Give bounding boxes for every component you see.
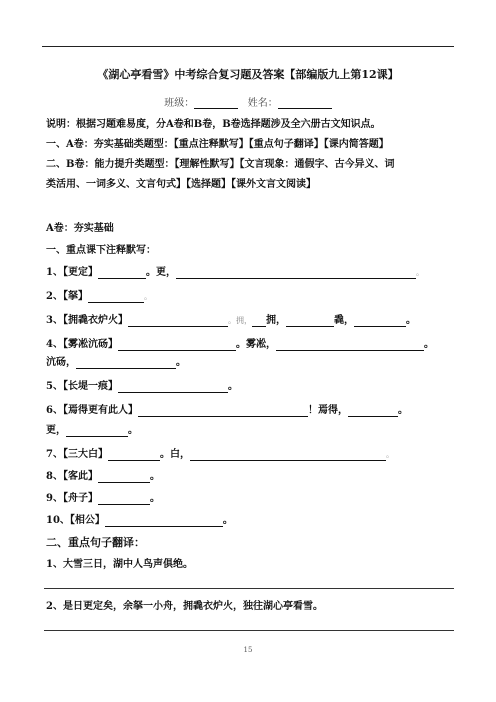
intro-line-2: 一、A卷：夯实基础类题型：【重点注释默写】【重点句子翻译】【课内简答题】 xyxy=(46,139,389,150)
q4-cont: 沆砀， xyxy=(46,357,76,368)
answer-line-2[interactable] xyxy=(44,630,454,631)
q9-end: 。 xyxy=(149,493,160,504)
q5-label: 5、【长堤一痕】 xyxy=(46,381,118,392)
q8-blank[interactable] xyxy=(98,471,150,483)
section-a-heading: A卷：夯实基础 xyxy=(46,223,114,234)
q8-label: 8、【客此】 xyxy=(46,471,98,482)
intro-line-4: 类活用、一词多义、文言句式】【选择题】【课外文言文阅读】 xyxy=(46,179,316,190)
page-number: 15 xyxy=(243,646,253,654)
page-title: 《湖心亭看雪》中考综合复习题及答案【部编版九上第12课】 xyxy=(97,68,399,81)
question-6 xyxy=(46,404,408,417)
question-4 xyxy=(46,338,434,351)
q3-label: 3、【拥毳衣炉火】 xyxy=(46,315,128,326)
q7-blank-2[interactable] xyxy=(190,449,386,461)
q10-label: 10、【相公】 xyxy=(46,515,105,526)
q3-blank-1[interactable] xyxy=(128,315,228,327)
q10-end: 。 xyxy=(222,515,233,526)
answer-line-1[interactable] xyxy=(44,588,454,589)
q2-label: 2、【拏】 xyxy=(46,291,88,302)
question-9 xyxy=(46,492,160,505)
q2-end: 。 xyxy=(143,292,152,301)
q4-label: 4、【雾凇沆砀】 xyxy=(46,339,118,350)
q3-end: 。 xyxy=(405,315,416,326)
q4-blank-1[interactable] xyxy=(118,339,236,351)
q6-blank-2[interactable] xyxy=(348,405,398,417)
q4-end: 。 xyxy=(423,339,434,350)
q1-label: 1、【更定】 xyxy=(46,267,98,278)
question-3: 3、【拥毳衣炉火】 。拥， 拥， 毳， 。 xyxy=(46,315,416,326)
q4-blank-2[interactable] xyxy=(276,339,424,351)
q4-mid: 。雾凇， xyxy=(235,339,276,350)
q5-blank[interactable] xyxy=(118,381,228,393)
q2-blank[interactable] xyxy=(88,291,144,303)
q6-blank-3[interactable] xyxy=(66,425,128,437)
class-name-row xyxy=(0,94,496,109)
q5-end: 。 xyxy=(227,381,238,392)
q6-cont: 更， xyxy=(46,425,66,436)
q7-label: 7、【三大白】 xyxy=(46,449,108,460)
q1-blank-1[interactable] xyxy=(98,267,146,279)
q8-end: 。 xyxy=(149,471,160,482)
part2-heading: 二、重点句子翻译： xyxy=(46,536,145,549)
question-2 xyxy=(46,290,152,303)
q1-mid: 。更， xyxy=(145,267,176,278)
question-8 xyxy=(46,470,160,483)
question-6-cont xyxy=(46,424,138,437)
q1-blank-2[interactable] xyxy=(176,267,416,279)
q3-mid2: 毳， xyxy=(333,315,354,326)
q10-blank[interactable] xyxy=(105,515,223,527)
q9-label: 9、【舟子】 xyxy=(46,493,98,504)
question-4-cont xyxy=(46,356,186,369)
question-10 xyxy=(46,514,233,527)
class-label: 班级： xyxy=(164,98,195,109)
q7-blank-1[interactable] xyxy=(108,449,160,461)
header-rule xyxy=(42,46,454,47)
q1-end: 。 xyxy=(415,268,424,277)
q6-cont-end: 。 xyxy=(128,425,138,436)
q3-blank-2[interactable] xyxy=(252,315,266,327)
q3-blank-4[interactable] xyxy=(354,315,406,327)
question-5 xyxy=(46,380,238,393)
intro-line-3: 二、B卷：能力提升类题型：【理解性默写】【文言现象：通假字、古今异义、词 xyxy=(46,159,395,170)
q7-mid: 。白， xyxy=(159,449,190,460)
q9-blank[interactable] xyxy=(98,493,150,505)
q6-blank-1[interactable] xyxy=(138,405,308,417)
q3-blank-3[interactable] xyxy=(286,315,334,327)
q4-cont-end: 。 xyxy=(176,357,186,368)
sentence-1: 1、大雪三日，湖中人鸟声俱绝。 xyxy=(46,559,193,570)
q7-end: 。 xyxy=(385,450,394,459)
question-7 xyxy=(46,448,394,461)
q3-mid: 。拥， xyxy=(227,316,252,325)
q4-blank-3[interactable] xyxy=(76,357,176,369)
name-blank[interactable] xyxy=(278,98,332,109)
q6-label: 6、【焉得更有此人】 xyxy=(46,405,138,416)
q6-end: 。 xyxy=(397,405,408,416)
question-1 xyxy=(46,266,424,279)
part1-heading: 一、重点课下注释默写： xyxy=(46,245,156,256)
name-label: 姓名： xyxy=(247,98,278,109)
intro-line-1: 说明：根据习题难易度，分A卷和B卷，B卷选择题涉及全六册古文知识点。 xyxy=(46,119,381,130)
q6-mid: ！焉得， xyxy=(307,405,348,416)
class-blank[interactable] xyxy=(194,98,238,109)
sentence-2: 2、是日更定矣，余拏一小舟，拥毳衣炉火，独往湖心亭看雪。 xyxy=(46,601,323,612)
